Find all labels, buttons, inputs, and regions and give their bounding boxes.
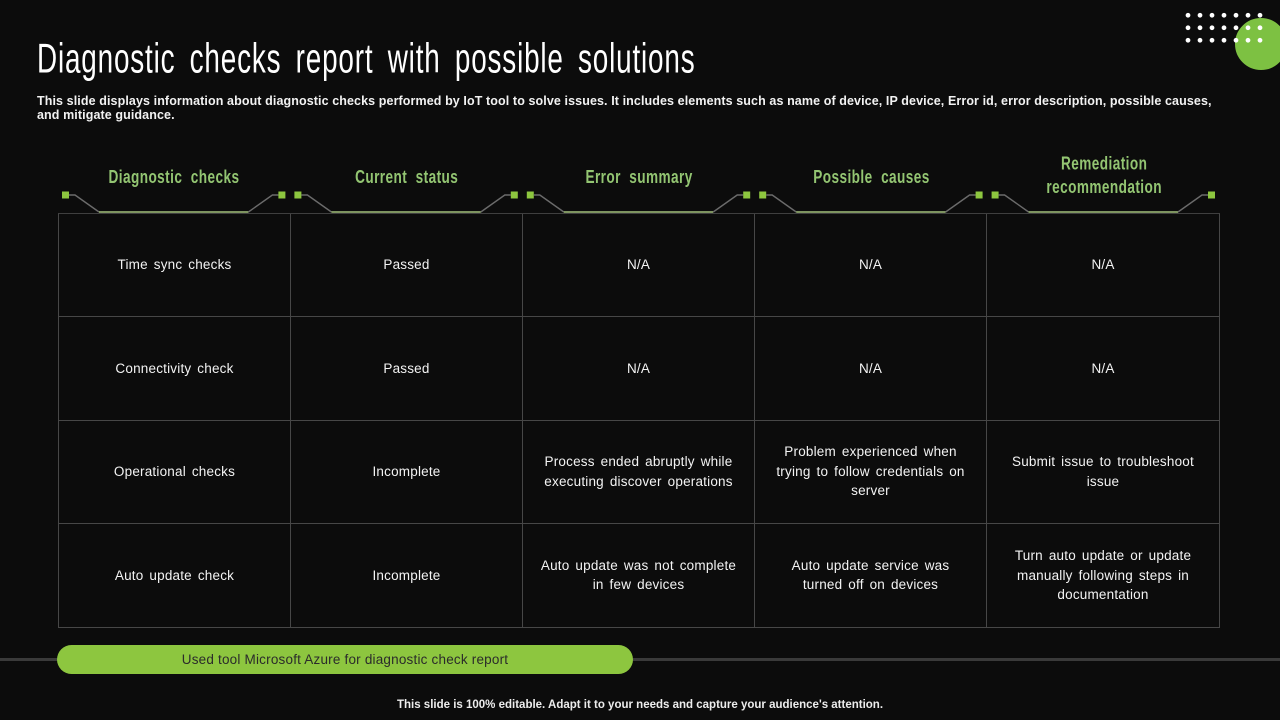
table-cell: Auto update service was turned off on devices: [755, 524, 987, 627]
diagnostic-table: [58, 213, 1220, 628]
table-cell: N/A: [523, 317, 755, 420]
table-cell: N/A: [523, 214, 755, 317]
column-header-label: Current status: [355, 167, 459, 188]
table-cell: Submit issue to troubleshoot issue: [987, 421, 1219, 524]
tool-badge: [57, 645, 633, 674]
column-header-label: Diagnostic checks: [108, 167, 240, 188]
column-header-label: Remediation recommendation: [1046, 153, 1162, 198]
header-bracket-decoration: [58, 188, 1220, 214]
table-cell: Auto update was not complete in few devices: [523, 524, 755, 627]
page-title: Diagnostic checks report with possible solutions: [37, 36, 696, 83]
table-cell: N/A: [987, 214, 1219, 317]
table-cell: N/A: [755, 317, 987, 420]
dot-grid-icon: [1182, 9, 1266, 47]
table-cell: Problem experienced when trying to follow credentials on server: [755, 421, 987, 524]
table-cell: Connectivity check: [59, 317, 291, 420]
column-header-label: Error summary: [585, 167, 693, 188]
table-cell: Turn auto update or update manually following steps in documentation: [1014, 548, 1192, 603]
table-cell: Passed: [291, 214, 523, 317]
table-cell: N/A: [987, 317, 1219, 420]
table-cell: Incomplete: [291, 421, 523, 524]
table-cell: Incomplete: [291, 524, 523, 627]
table-cell: Time sync checks: [59, 214, 291, 317]
tool-badge-label: Used tool Microsoft Azure for diagnostic check report: [181, 652, 509, 667]
slide-subtitle: This slide displays information about diagnostic checks performed by IoT tool to solve issues. It includes elements such as name of device, IP device, Error id, error description, possible causes, and mitigate guidance.: [37, 94, 1212, 122]
table-cell: Auto update check: [59, 524, 291, 627]
table-cell: Operational checks: [59, 421, 291, 524]
table-cell: Passed: [291, 317, 523, 420]
table-cell: N/A: [755, 214, 987, 317]
table-cell: Process ended abruptly while executing discover operations: [523, 421, 755, 524]
footer-note: This slide is 100% editable. Adapt it to your needs and capture your audience's attention.: [396, 699, 884, 711]
column-header-label: Possible causes: [813, 167, 930, 188]
